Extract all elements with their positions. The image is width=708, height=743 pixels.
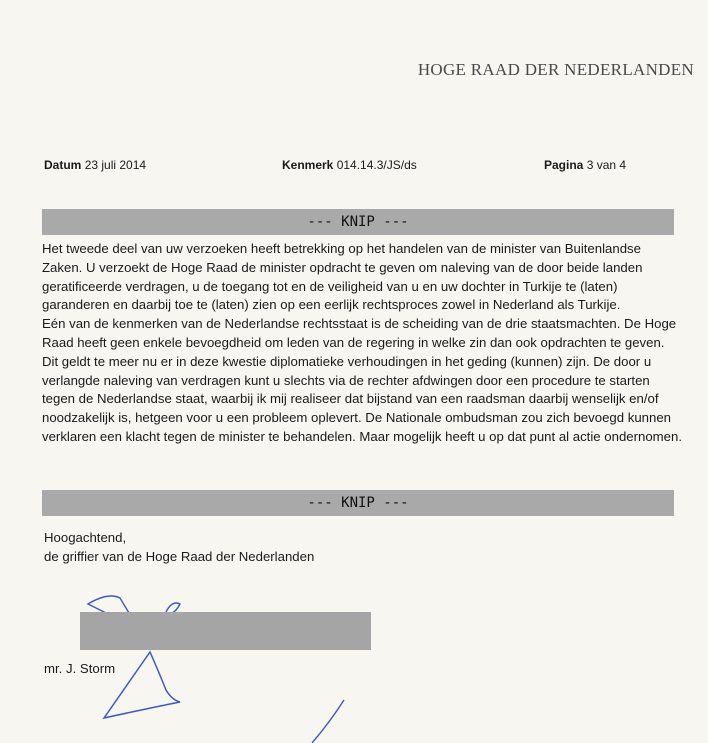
meta-datum (44, 158, 146, 172)
datum-label: Datum (44, 158, 82, 172)
closing-greeting: Hoogachtend, (44, 530, 127, 545)
kenmerk-value: 014.14.3/JS/ds (336, 158, 417, 172)
closing-role: de griffier van de Hoge Raad der Nederlanden (44, 549, 315, 564)
meta-kenmerk (282, 158, 417, 172)
knip-marker-top: --- KNIP --- (42, 209, 674, 235)
letterhead: HOGE RAAD DER NEDERLANDEN (417, 60, 694, 79)
paragraph-1: Het tweede deel van uw verzoeken heeft betrekking op het handelen van de minister van Buitenlandse Zaken. U verzoekt de Hoge Raad de minister opdracht te geven om naleving van de door beide landen geratificeerde verdragen, u de toegang tot en de veiligheid van u en uw dochter in Turkije te (laten) garanderen en daarbij toe te (laten) zien op een eerlijk rechtsproces zowel in Nederland als Turkije. (42, 241, 643, 313)
pagina-label: Pagina (544, 158, 584, 172)
pagina-value: 3 van 4 (586, 158, 627, 172)
kenmerk-label: Kenmerk (282, 158, 334, 172)
datum-value: 23 juli 2014 (84, 158, 147, 172)
closing (44, 528, 314, 566)
paragraph-2: Eén van de kenmerken van de Nederlandse rechtsstaat is de scheiding van de drie staatsmachten. De Hoge Raad heeft geen enkele bevoegdheid om leden van de regering in welke zin dan ook opdrachten te geven. Dit geldt te meer nu er in deze kwestie diplomatieke verhoudingen in het geding (kunnen) zijn. De door u verlangde naleving van verdragen kunt u slechts via de rechter afdwingen door een procedure te starten tegen de Nederlandse staat, waarbij ik mij realiseer dat bijstand van een raadsman daarbij wenselijk en/of noodzakelijk is, hetgeen voor u een probleem oplevert. De Nationale ombudsman zou zich bevoegd kunnen verklaren een klacht tegen de minister te behandelen. Maar mogelijk heeft u op dat punt al actie ondernomen. (42, 316, 682, 444)
knip-marker-bottom: --- KNIP --- (42, 490, 674, 516)
letter-body (42, 240, 682, 447)
meta-pagina (544, 158, 626, 172)
signer-name: mr. J. Storm (44, 661, 116, 676)
redaction-block (80, 612, 371, 650)
